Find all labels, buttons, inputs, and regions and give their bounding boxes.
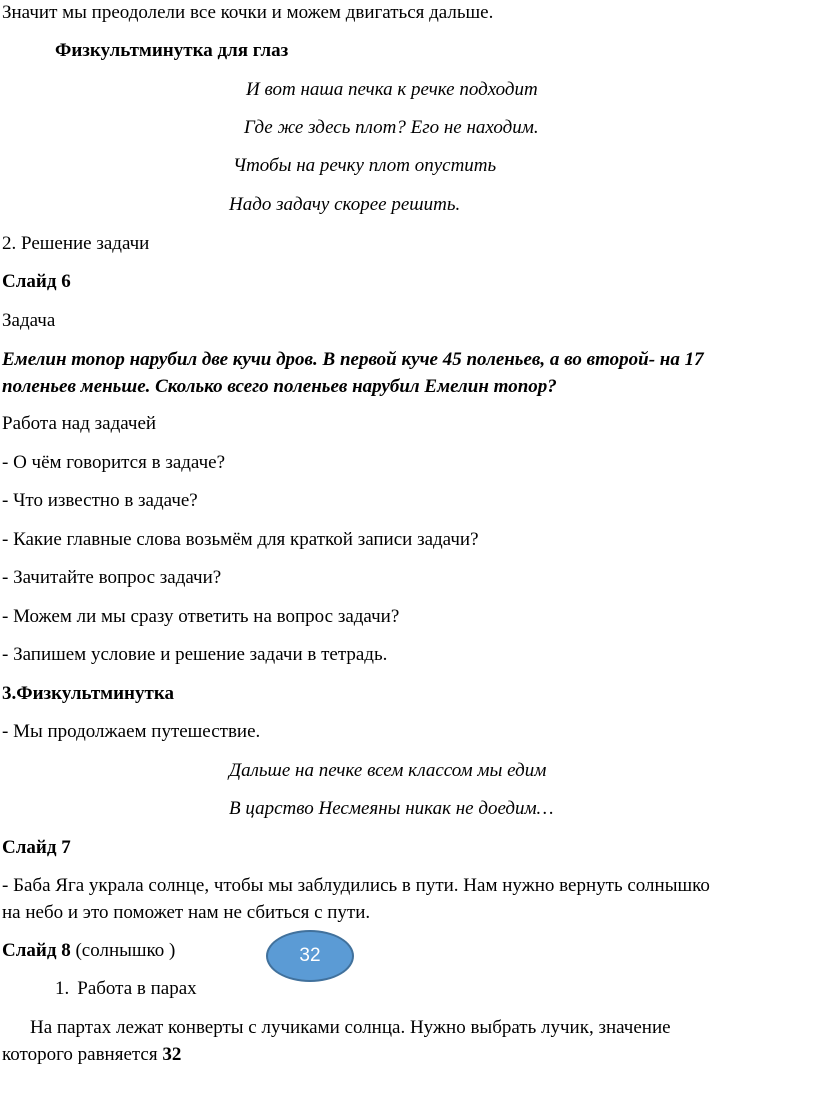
- text-line: - Мы продолжаем путешествие.: [2, 721, 261, 742]
- section-heading: Физкультминутка для глаз: [55, 40, 289, 61]
- text-line: на небо и это поможет нам не сбиться с пути.: [2, 902, 371, 923]
- question-line: - Что известно в задаче?: [2, 490, 198, 511]
- question-line: - Зачитайте вопрос задачи?: [2, 567, 222, 588]
- text-line: На партах лежат конверты с лучиками солнца. Нужно выбрать лучик, значение: [30, 1017, 671, 1038]
- text-line: - Баба Яга украла солнце, чтобы мы заблудились в пути. Нам нужно вернуть солнышко: [2, 875, 710, 896]
- list-marker: 1.: [55, 978, 70, 999]
- poem-line: Надо задачу скорее решить.: [229, 194, 461, 215]
- slide-label: Слайд 7: [2, 837, 71, 858]
- slide-label: Слайд 6: [2, 271, 71, 292]
- section-heading: 2. Решение задачи: [2, 233, 150, 254]
- question-line: - Какие главные слова возьмём для краткой записи задачи?: [2, 529, 479, 550]
- task-text: Емелин топор нарубил две кучи дров. В первой куче 45 поленьев, а во второй- на 17: [2, 349, 704, 370]
- question-line: - О чём говорится в задаче?: [2, 452, 226, 473]
- text-span: которого равняется: [2, 1044, 163, 1065]
- text-line: Работа над задачей: [2, 413, 157, 434]
- numbered-item: [55, 978, 197, 1000]
- list-item-text: Работа в парах: [77, 978, 197, 999]
- emphasis-number: 32: [162, 1044, 182, 1065]
- poem-line: Где же здесь плот? Его не находим.: [244, 117, 539, 138]
- slide-label-line: [2, 940, 175, 962]
- poem-line: И вот наша печка к речке подходит: [246, 79, 538, 100]
- poem-line: Чтобы на речку плот опустить: [233, 155, 497, 176]
- slide-label-note: (солнышко ): [70, 940, 176, 961]
- section-heading: 3.Физкультминутка: [2, 683, 175, 704]
- text-line: [2, 1044, 181, 1066]
- number-badge: [266, 930, 354, 982]
- question-line: - Запишем условие и решение задачи в тетрадь.: [2, 644, 388, 665]
- number-badge-value: 32: [299, 945, 321, 966]
- text-line: Значит мы преодолели все кочки и можем двигаться дальше.: [2, 2, 494, 23]
- poem-line: В царство Несмеяны никак не доедим…: [229, 798, 554, 819]
- slide-label: Слайд 8: [2, 940, 71, 961]
- question-line: - Можем ли мы сразу ответить на вопрос задачи?: [2, 606, 400, 627]
- poem-line: Дальше на печке всем классом мы едим: [229, 760, 547, 781]
- text-line: Задача: [2, 310, 56, 331]
- task-text: поленьев меньше. Сколько всего поленьев нарубил Емелин топор?: [2, 376, 557, 397]
